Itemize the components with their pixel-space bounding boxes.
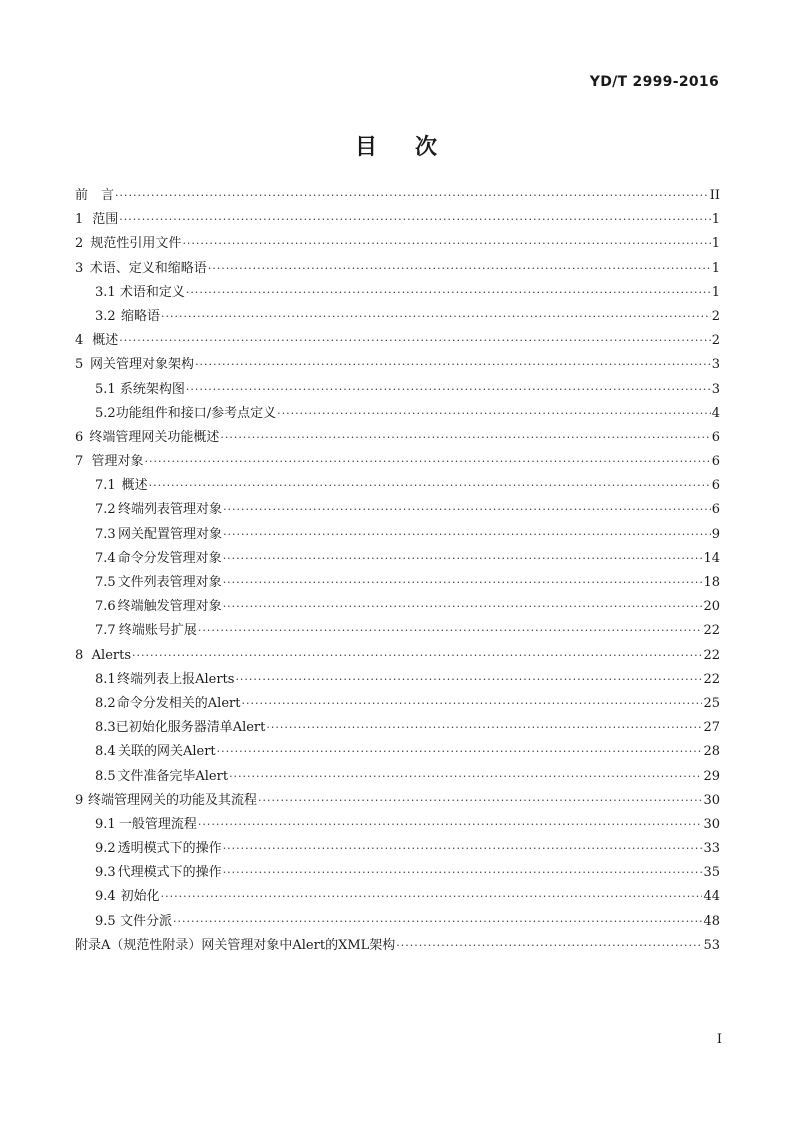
toc-entry-page: 25 xyxy=(703,695,720,711)
toc-entry-page: 35 xyxy=(703,865,720,881)
toc-entry-label: 网关配置管理对象 xyxy=(118,526,223,542)
toc-entry-number: 5.1 xyxy=(95,381,116,397)
toc-entry[interactable] xyxy=(75,571,720,595)
dot-leader xyxy=(266,716,702,740)
toc-entry-number: 9.3 xyxy=(95,865,116,881)
toc-entry[interactable] xyxy=(75,885,720,909)
dot-leader xyxy=(186,378,711,402)
toc-entry-label: 命令分发相关的Alert xyxy=(116,695,241,711)
toc-entry-number: 1 xyxy=(75,212,84,228)
toc-entry-label: 终端列表上报Alerts xyxy=(117,671,235,687)
toc-entry[interactable] xyxy=(75,716,720,740)
toc-entry-label: 功能组件和接口/参考点定义 xyxy=(115,405,277,421)
toc-entry-page: 9 xyxy=(711,526,720,542)
toc-entry-number: 7.3 xyxy=(95,526,116,542)
toc-entry-label: 文件准备完毕Alert xyxy=(117,768,229,784)
toc-entry-number: 8.1 xyxy=(95,671,116,687)
toc-entry-label: 命令分发管理对象 xyxy=(117,550,222,566)
dot-leader xyxy=(277,402,711,426)
toc-entry[interactable] xyxy=(75,740,720,764)
toc-entry[interactable] xyxy=(75,450,720,474)
toc-entry-label: 管理对象 xyxy=(91,454,144,470)
toc-entry-page: 28 xyxy=(703,744,720,760)
toc-entry[interactable] xyxy=(75,474,720,498)
toc-entry[interactable] xyxy=(75,523,720,547)
toc-entry-number: 9.5 xyxy=(95,913,116,929)
dot-leader xyxy=(258,789,702,813)
dot-leader xyxy=(195,353,711,377)
toc-entry[interactable] xyxy=(75,619,720,643)
toc-entry-number: 8.3 xyxy=(95,720,116,736)
toc-entry[interactable] xyxy=(75,281,720,305)
toc-entry-page: 6 xyxy=(711,478,720,494)
toc-entry[interactable] xyxy=(75,692,720,716)
toc-entry-number: 3.1 xyxy=(95,284,116,300)
toc-entry-number: 8.5 xyxy=(95,768,116,784)
toc-entry-page: 27 xyxy=(703,720,720,736)
dot-leader xyxy=(119,329,710,353)
toc-entry[interactable] xyxy=(75,208,720,232)
toc-entry-label: 术语和定义 xyxy=(119,284,185,300)
dot-leader xyxy=(220,426,710,450)
toc-entry-number: 7.7 xyxy=(95,623,116,639)
toc-entry-label: 关联的网关Alert xyxy=(117,744,216,760)
toc-entry-number: 6 xyxy=(75,429,84,445)
toc-entry-number: 5.2 xyxy=(95,405,116,421)
toc-entry-page: 29 xyxy=(703,768,720,784)
toc-entry-number: 7.6 xyxy=(95,599,116,615)
dot-leader xyxy=(223,571,703,595)
toc-entry-label: 缩略语 xyxy=(120,308,160,324)
toc-entry[interactable] xyxy=(75,426,720,450)
toc-title: 目次 xyxy=(354,135,475,160)
toc-entry-number: 3 xyxy=(75,260,84,276)
dot-leader xyxy=(208,257,711,281)
toc-entry-number: 9 xyxy=(75,792,84,808)
toc-entry[interactable] xyxy=(75,910,720,934)
dot-leader xyxy=(145,450,711,474)
dot-leader xyxy=(149,474,711,498)
page-folio: I xyxy=(716,1032,722,1047)
toc-entry-page: II xyxy=(709,188,720,203)
toc-entry[interactable] xyxy=(75,498,720,522)
standard-code: YD/T 2999-2016 xyxy=(589,74,719,90)
toc-entry-number: 7.1 xyxy=(95,478,116,494)
toc-entry-number: 7.2 xyxy=(95,502,116,518)
toc-entry[interactable] xyxy=(75,232,720,256)
toc-entry[interactable] xyxy=(75,765,720,789)
toc-entry-page: 3 xyxy=(711,357,720,373)
toc-entry-label: 终端管理网关功能概述 xyxy=(89,429,220,445)
dot-leader xyxy=(132,644,702,668)
toc-entry-label: 规范性引用文件 xyxy=(90,236,182,252)
toc-entry[interactable] xyxy=(75,813,720,837)
toc-entry-label: 范围 xyxy=(92,212,119,228)
toc-entry-page: 1 xyxy=(711,284,720,300)
toc-entry-page: 22 xyxy=(703,647,720,663)
dot-leader xyxy=(161,885,703,909)
toc-entry-number: 7.5 xyxy=(95,575,116,590)
dot-leader xyxy=(396,934,702,958)
toc-entry-page: 30 xyxy=(703,792,720,808)
toc-entry-label: 一般管理流程 xyxy=(118,816,197,832)
toc-entry[interactable] xyxy=(75,547,720,571)
dot-leader xyxy=(223,861,703,885)
dot-leader xyxy=(223,547,703,571)
toc-entry-label: 初始化 xyxy=(120,889,160,905)
toc-entry-page: 33 xyxy=(703,841,720,857)
dot-leader xyxy=(198,619,703,643)
dot-leader xyxy=(115,184,709,208)
dot-leader xyxy=(223,498,711,522)
toc-entry-label: 终端账号扩展 xyxy=(118,623,197,639)
toc-entry[interactable] xyxy=(75,934,720,958)
toc-entry-page: 53 xyxy=(703,937,720,953)
toc-entry-label: Alerts xyxy=(91,647,132,663)
toc-entry-page: 14 xyxy=(703,550,720,566)
toc-entry-number: 4 xyxy=(75,333,84,349)
toc-entry[interactable] xyxy=(75,595,720,619)
dot-leader xyxy=(223,595,703,619)
toc-entry-label: 文件列表管理对象 xyxy=(117,575,222,590)
toc-entry-number: 9.2 xyxy=(95,841,116,857)
dot-leader xyxy=(223,523,711,547)
toc-entry[interactable] xyxy=(75,257,720,281)
toc-entry-label: 已初始化服务器清单Alert xyxy=(115,720,266,736)
dot-leader xyxy=(173,910,702,934)
toc-entry-number: 7.4 xyxy=(95,550,116,566)
toc-entry-label: 附录A（规范性附录）网关管理对象中Alert的XML架构 xyxy=(75,937,396,953)
toc-entry-label: 终端管理网关的功能及其流程 xyxy=(87,792,257,808)
toc-entry-number: 8.2 xyxy=(95,695,116,711)
toc-entry-page: 4 xyxy=(711,405,720,421)
toc-entry-label: 术语、定义和缩略语 xyxy=(89,260,207,276)
toc-entry-page: 6 xyxy=(711,502,720,518)
toc-entry-number: 9.4 xyxy=(95,889,116,905)
dot-leader xyxy=(235,668,702,692)
toc-entry[interactable] xyxy=(75,378,720,402)
toc-entry-label: 前 言 xyxy=(75,188,115,203)
toc-entry[interactable] xyxy=(75,353,720,377)
dot-leader xyxy=(198,813,703,837)
toc-entry[interactable] xyxy=(75,668,720,692)
toc-entry-number: 7 xyxy=(75,454,84,470)
toc-entry-page: 2 xyxy=(711,333,720,349)
toc-entry[interactable] xyxy=(75,789,720,813)
toc-entry-number: 8 xyxy=(75,647,84,663)
toc-entry-page: 20 xyxy=(703,599,720,615)
toc-entry[interactable] xyxy=(75,837,720,861)
toc-entry-label: 文件分派 xyxy=(120,913,173,929)
toc-entry-number: 8.4 xyxy=(95,744,116,760)
toc-entry-page: 22 xyxy=(703,671,720,687)
toc-entry[interactable] xyxy=(75,402,720,426)
toc-entry-label: 透明模式下的操作 xyxy=(117,841,222,857)
toc-entry-page: 44 xyxy=(703,889,720,905)
dot-leader xyxy=(229,765,702,789)
dot-leader xyxy=(223,837,703,861)
dot-leader xyxy=(241,692,702,716)
toc-entry-label: 代理模式下的操作 xyxy=(117,865,222,881)
toc-entry-page: 1 xyxy=(711,260,720,276)
toc-entry-label: 终端触发管理对象 xyxy=(117,599,222,615)
toc-entry-page: 18 xyxy=(703,575,720,590)
toc-entry-label: 网关管理对象架构 xyxy=(90,357,195,373)
toc-entry-page: 22 xyxy=(703,623,720,639)
toc-entry-number: 5 xyxy=(75,357,84,373)
toc-entry-label: 终端列表管理对象 xyxy=(118,502,223,518)
toc-entry[interactable] xyxy=(75,644,720,668)
dot-leader xyxy=(119,208,710,232)
toc-entry-page: 30 xyxy=(703,816,720,832)
toc-entry-number: 9.1 xyxy=(95,816,116,832)
toc-entry-page: 1 xyxy=(711,212,720,228)
toc-entry-number: 2 xyxy=(75,236,84,252)
toc-entry[interactable] xyxy=(75,305,720,329)
toc-entry-label: 概述 xyxy=(121,478,148,494)
toc-entry[interactable] xyxy=(75,861,720,885)
toc-entry-label: 系统架构图 xyxy=(119,381,185,397)
toc-entry[interactable] xyxy=(75,329,720,353)
toc-entry-number: 3.2 xyxy=(95,308,116,324)
table-of-contents xyxy=(75,184,720,958)
toc-entry-page: 1 xyxy=(711,236,720,252)
toc-entry-page: 6 xyxy=(711,454,720,470)
toc-entry-page: 3 xyxy=(711,381,720,397)
dot-leader xyxy=(217,740,703,764)
toc-entry-label: 概述 xyxy=(92,333,119,349)
toc-entry-page: 6 xyxy=(711,429,720,445)
dot-leader xyxy=(182,232,710,256)
dot-leader xyxy=(161,305,711,329)
toc-entry-page: 2 xyxy=(711,308,720,324)
toc-entry-page: 48 xyxy=(703,913,720,929)
toc-entry[interactable] xyxy=(75,184,720,208)
dot-leader xyxy=(186,281,711,305)
